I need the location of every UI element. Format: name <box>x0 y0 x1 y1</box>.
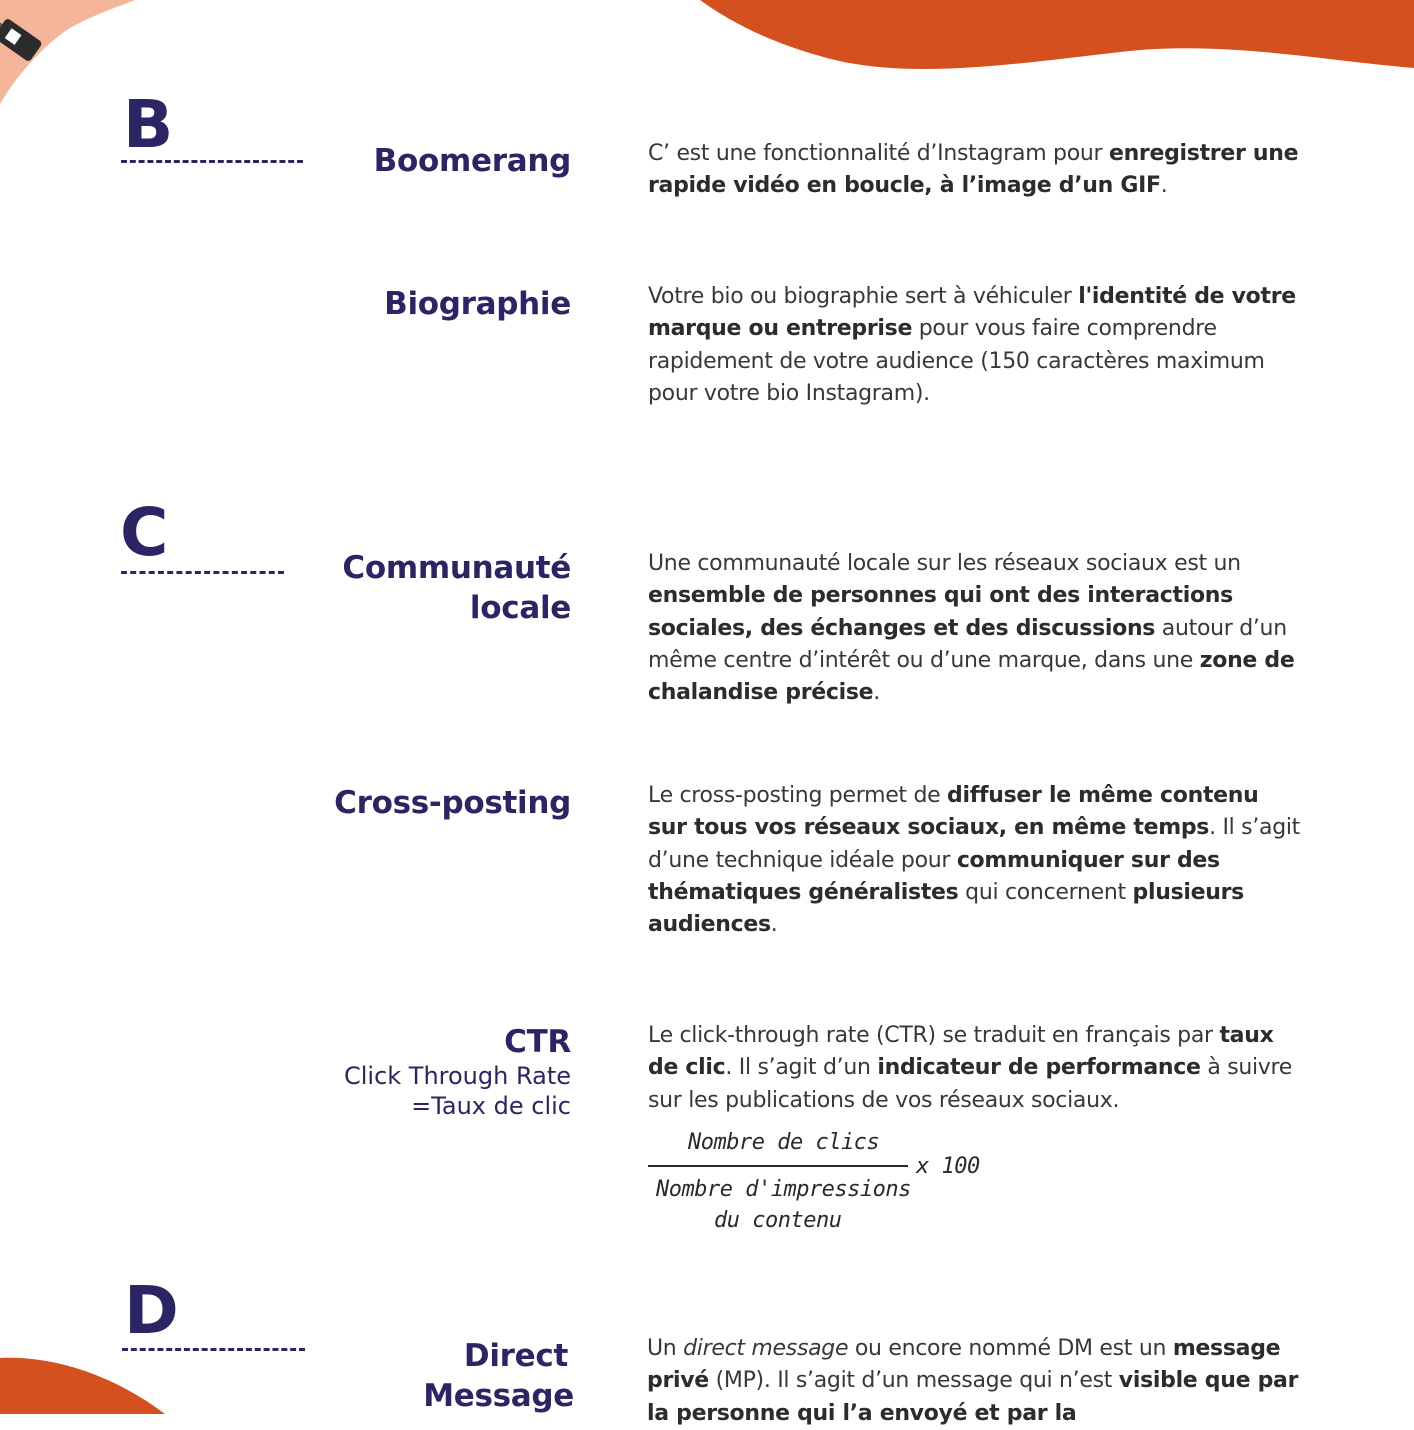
term-biographie: Biographie <box>384 286 571 322</box>
term-communaute-locale <box>342 548 571 628</box>
ctr-subtitle-line2: =Taux de clic <box>411 1092 571 1120</box>
term-boomerang: Boomerang <box>373 143 571 179</box>
def-cross-posting: Le cross-posting permet de diffuser le même contenu sur tous vos réseaux sociaux, en même temps. Il s’agit d’une technique idéale pour communiquer sur des thématiques généralistes qui concernent plusieurs audiences. <box>648 783 1300 938</box>
def-ctr: Le click-through rate (CTR) se traduit en français par taux de clic. Il s’agit d’un indicateur de performance à suivre sur les publications de vos réseaux sociaux. <box>648 1023 1293 1113</box>
section-c-divider <box>121 571 284 574</box>
def-boomerang: C’ est une fonctionnalité d’Instagram pour enregistrer une rapide vidéo en boucle, à l’image d’un GIF. <box>648 141 1299 199</box>
top-orange-wave <box>700 0 1414 69</box>
section-d-divider <box>122 1348 305 1351</box>
formula-denominator-line1: Nombre d'impressions <box>656 1177 911 1202</box>
formula-numerator: Nombre de clics <box>688 1130 880 1155</box>
section-letter-d: D <box>124 1272 179 1349</box>
formula-fraction-bar <box>648 1165 908 1167</box>
section-b-divider <box>121 160 303 163</box>
bottom-orange-blob <box>0 1358 165 1414</box>
section-letter-c: C <box>120 494 169 571</box>
def-communaute-locale: Une communauté locale sur les réseaux sociaux est un ensemble de personnes qui ont des interactions sociales, des échanges et des discussions autour d’un même centre d’intérêt ou d’une marque, dans une zone de chalandise précise. <box>648 551 1295 706</box>
term-dm-line1: Direct <box>463 1338 568 1374</box>
term-dm-line2: Message <box>423 1378 574 1414</box>
term-direct-message <box>423 1336 574 1416</box>
term-ctr-subtitle <box>344 1061 571 1121</box>
term-ctr: CTR <box>504 1024 571 1060</box>
def-direct-message: Un direct message ou encore nommé DM est un message privé (MP). Il s’agit d’un message qui n’est visible que par la personne qui l’a envoyé et par la <box>647 1336 1299 1426</box>
term-communaute-line2: locale <box>469 590 571 626</box>
term-cross-posting: Cross-posting <box>334 785 571 821</box>
def-biographie: Votre bio ou biographie sert à véhiculer l'identité de votre marque ou entreprise pour vous faire comprendre rapidement de votre audience (150 caractères maximum pour votre bio Instagram). <box>648 284 1296 406</box>
section-letter-b: B <box>123 86 174 163</box>
formula-denominator-line2: du contenu <box>714 1208 842 1233</box>
term-communaute-line1: Communauté <box>342 550 571 586</box>
ctr-subtitle-line1: Click Through Rate <box>343 1062 571 1090</box>
formula-multiplier: x 100 <box>916 1154 980 1179</box>
